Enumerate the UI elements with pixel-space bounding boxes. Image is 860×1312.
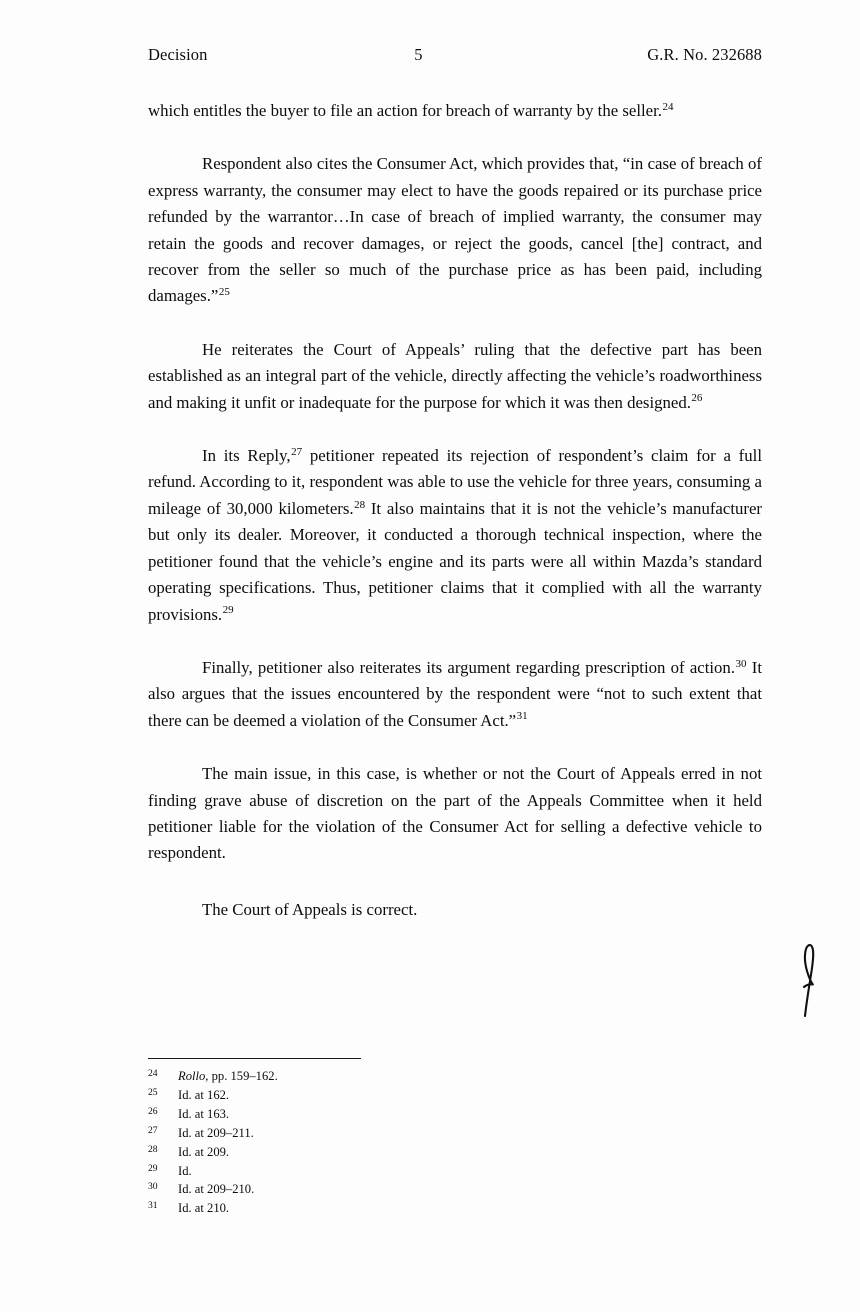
paragraph-text: The main issue, in this case, is whether or not the Court of Appeals erred in not finding grave abuse of discretion on the part of the Appeals Committee when it held petitioner liable for the violation of the Consumer Act for selling a defective vehicle to respondent.: [148, 764, 762, 863]
paragraph-main-issue: [148, 761, 762, 867]
footnote-italic-lead: Rollo: [178, 1069, 206, 1083]
paragraph-text: It also argues that the issues encountered by the respondent were “not to such extent that there can be deemed a violation of the Consumer Act.”: [148, 657, 762, 730]
footnote-rest: , pp. 159–162.: [205, 1069, 278, 1083]
paragraph-text: petitioner repeated its rejection of respondent’s claim for a full refund. According to it, respondent was able to use the vehicle for three years, consuming a mileage of 30,000 kilometers.: [148, 446, 762, 518]
footnote-marker-24[interactable]: 24: [662, 100, 674, 113]
footnote-text: Id. at 163.: [178, 1106, 230, 1121]
running-head: [148, 45, 762, 65]
paragraph-prescription-of-action: [148, 655, 762, 734]
footnote-section: [148, 1058, 568, 1219]
footnote-item: [148, 1144, 568, 1162]
footnote-text: Id. at 209–210.: [178, 1182, 255, 1197]
footnote-item: [148, 1125, 568, 1143]
paragraph-text: Respondent also cites the Consumer Act, which provides that, “in case of breach of express warranty, the consumer may elect to have the goods repaired or its purchase price refunded by the warrantor…In case of breach of implied warranty, the consumer may retain the goods and recover damages, or reject the goods, cancel [the] contract, and recover from the seller so much of the purchase price as has been paid, including damages.”: [148, 154, 762, 306]
footnote-item: [148, 1181, 568, 1199]
document-body: [148, 98, 762, 950]
footnote-item: [148, 1068, 568, 1086]
footnote-marker-30[interactable]: 30: [735, 657, 747, 670]
paragraph-court-of-appeals-ruling: [148, 337, 762, 416]
footnote-text: Id.: [178, 1163, 192, 1178]
footnote-marker-25[interactable]: 25: [218, 286, 230, 299]
header-page-number: 5: [414, 45, 423, 64]
footnote-marker-26[interactable]: 26: [691, 392, 703, 405]
footnote-item: [148, 1200, 568, 1218]
footnote-number: 24: [148, 1068, 158, 1079]
paragraph-consumer-act-quote: [148, 151, 762, 309]
signature-stroke-icon: [781, 938, 841, 1028]
footnote-text: Id. at 209.: [178, 1144, 230, 1159]
footnote-item: [148, 1106, 568, 1124]
footnote-number: 27: [148, 1124, 158, 1136]
footnote-item: [148, 1163, 568, 1181]
paragraph-conclusion: [148, 897, 762, 923]
footnote-number: 31: [148, 1200, 158, 1212]
footnote-separator-rule: [148, 1058, 361, 1059]
header-document-label: Decision: [148, 45, 208, 64]
footnote-number: 29: [148, 1162, 158, 1174]
footnote-number: 26: [148, 1105, 158, 1117]
header-case-number: G.R. No. 232688: [647, 45, 762, 64]
footnote-text: Id. at 162.: [178, 1087, 230, 1102]
paragraph-text: In its Reply,: [202, 446, 291, 466]
footnote-text: [178, 1068, 568, 1084]
paragraph-text: The Court of Appeals is correct.: [202, 899, 418, 919]
footnote-number: 30: [148, 1181, 158, 1193]
footnote-text: Id. at 210.: [178, 1201, 230, 1216]
footnote-marker-27[interactable]: 27: [291, 445, 303, 458]
footnote-text: Id. at 209–211.: [178, 1125, 254, 1140]
paragraph-text: which entitles the buyer to file an action for breach of warranty by the seller.: [148, 101, 662, 120]
footnote-list: [148, 1068, 568, 1219]
paragraph-text: It also maintains that it is not the vehicle’s manufacturer but only its dealer. Moreover, it conducted a thorough technical inspection, where the petitioner found that the vehicle’s engine and its parts were all within Mazda’s standard operating specifications. Thus, petitioner claims that it complied with all the warranty provisions.: [148, 498, 762, 624]
footnote-number: 28: [148, 1143, 158, 1155]
footnote-item: [148, 1087, 568, 1105]
footnote-number: 25: [148, 1086, 158, 1098]
paragraph-text: Finally, petitioner also reiterates its argument regarding prescription of action.: [202, 657, 736, 677]
paragraph-text: He reiterates the Court of Appeals’ ruling that the defective part has been established as an integral part of the vehicle, directly affecting the vehicle’s roadworthiness and making it unfit or inadequate for the purpose for which it was then designed.: [148, 339, 762, 412]
handwritten-signature-mark: [781, 938, 841, 1028]
paragraph-reply-rejection: [148, 443, 762, 628]
footnote-marker-31[interactable]: 31: [516, 710, 528, 723]
footnote-marker-28[interactable]: 28: [354, 498, 366, 511]
paragraph-warranty-breach: [148, 98, 762, 124]
footnote-marker-29[interactable]: 29: [222, 604, 234, 617]
